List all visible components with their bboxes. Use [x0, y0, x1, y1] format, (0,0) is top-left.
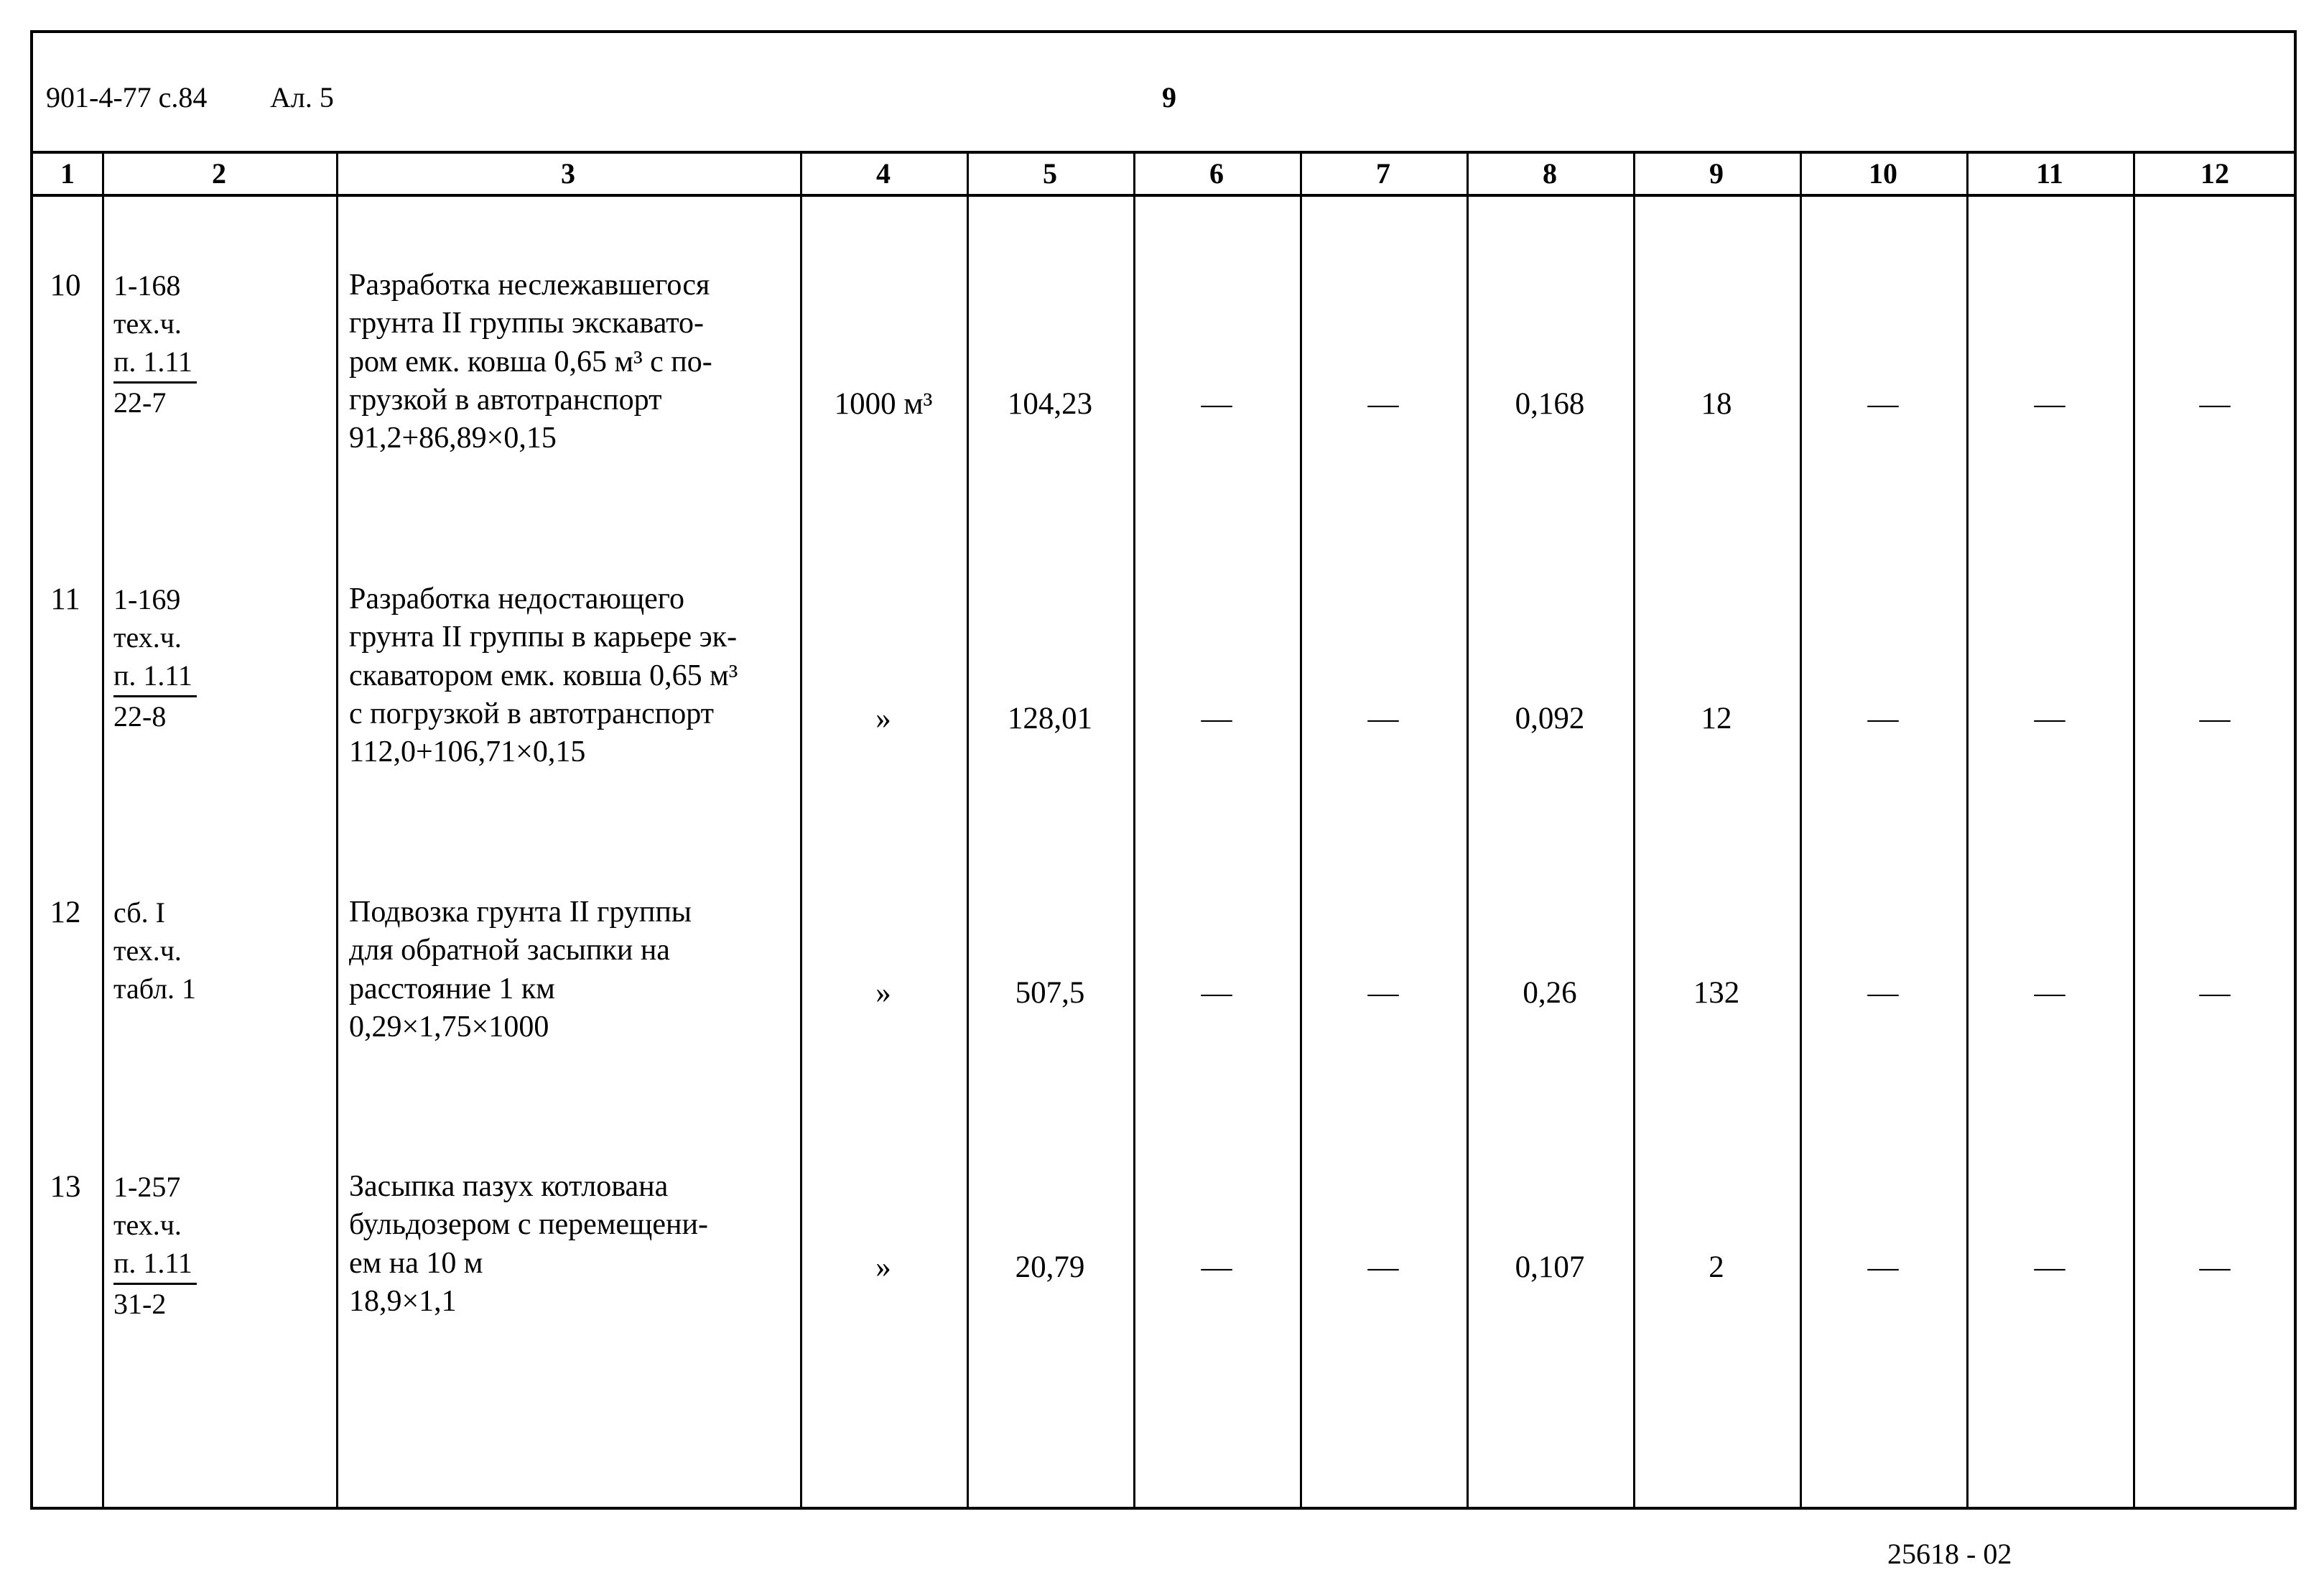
desc-line: ром емк. ковша 0,65 м³ с по-: [349, 345, 712, 378]
value-cell-5: 20,79: [1015, 1250, 1085, 1284]
value-cell-10: —: [1867, 1250, 1899, 1284]
ref-line: 31-2: [113, 1287, 167, 1320]
norm-reference: [113, 893, 196, 1008]
row-number: 11: [50, 582, 80, 616]
footer-code: 25618 - 02: [1887, 1538, 2012, 1570]
desc-line: Засыпка пазух котлована: [349, 1170, 669, 1203]
column-number-8: 8: [1543, 157, 1557, 190]
value-cell-9: 12: [1701, 702, 1732, 735]
value-cell-10: —: [1867, 702, 1899, 735]
value-cell-11: —: [2034, 1250, 2065, 1284]
column-divider: [967, 154, 969, 1507]
desc-line: грунта II группы в карьере эк-: [349, 621, 738, 654]
column-number-12: 12: [2200, 157, 2229, 190]
value-cell-10: —: [1867, 387, 1899, 421]
norm-reference: [113, 1168, 197, 1323]
desc-line: 18,9×1,1: [349, 1284, 457, 1318]
column-number-3: 3: [561, 157, 575, 190]
column-number-2: 2: [212, 157, 226, 190]
desc-line: 0,29×1,75×1000: [349, 1010, 549, 1044]
row-number: 13: [50, 1170, 81, 1204]
column-divider: [1800, 154, 1802, 1507]
value-cell-8: 0,26: [1523, 976, 1577, 1010]
unit-cell: »: [875, 976, 891, 1010]
column-divider: [1966, 154, 1969, 1507]
value-cell-8: 0,168: [1515, 387, 1585, 421]
desc-line: для обратной засыпки на: [349, 934, 670, 967]
desc-line: 112,0+106,71×0,15: [349, 735, 586, 769]
norm-reference: [113, 266, 197, 422]
ref-line: 22-7: [113, 386, 167, 419]
desc-line: грузкой в автотранспорт: [349, 383, 662, 417]
ref-line: сб. I: [113, 896, 165, 929]
ref-line: тех.ч.: [113, 621, 182, 654]
ref-line: п. 1.11: [113, 656, 197, 697]
ref-line: тех.ч.: [113, 1209, 182, 1242]
value-cell-11: —: [2034, 387, 2065, 421]
ref-line: п. 1.11: [113, 343, 197, 383]
value-cell-7: —: [1367, 702, 1399, 735]
column-number-6: 6: [1209, 157, 1224, 190]
column-number-5: 5: [1043, 157, 1057, 190]
value-cell-6: —: [1201, 702, 1232, 735]
column-number-row: [33, 154, 2294, 197]
column-divider: [1300, 154, 1302, 1507]
ref-line: 1-168: [113, 269, 181, 302]
value-cell-5: 104,23: [1007, 387, 1093, 421]
column-number-11: 11: [2036, 157, 2063, 190]
page-number: 9: [1162, 81, 1176, 113]
value-cell-5: 507,5: [1015, 976, 1085, 1010]
norm-reference: [113, 580, 197, 735]
work-description: [349, 580, 803, 772]
value-cell-12: —: [2199, 387, 2231, 421]
value-cell-8: 0,092: [1515, 702, 1585, 735]
ref-line: тех.ч.: [113, 934, 182, 967]
column-divider: [1633, 154, 1635, 1507]
desc-line: 91,2+86,89×0,15: [349, 422, 557, 455]
value-cell-12: —: [2199, 976, 2231, 1010]
work-description: [349, 266, 803, 458]
row-number: 10: [50, 269, 81, 302]
desc-line: Разработка неслежавшегося: [349, 269, 710, 302]
value-cell-9: 18: [1701, 387, 1732, 421]
sheet-label: Ал. 5: [270, 81, 334, 113]
column-number-1: 1: [60, 157, 75, 190]
desc-line: бульдозером с перемещени-: [349, 1208, 708, 1242]
desc-line: Подвозка грунта II группы: [349, 896, 692, 929]
value-cell-10: —: [1867, 976, 1899, 1010]
column-divider: [2133, 154, 2135, 1507]
value-cell-7: —: [1367, 1250, 1399, 1284]
header-band: [33, 33, 2294, 154]
column-divider: [1133, 154, 1135, 1507]
desc-line: Разработка недостающего: [349, 582, 684, 616]
desc-line: с погрузкой в автотранспорт: [349, 697, 715, 730]
document-table-frame: [30, 30, 2297, 1510]
value-cell-8: 0,107: [1515, 1250, 1585, 1284]
work-description: [349, 893, 803, 1046]
column-divider: [102, 154, 104, 1507]
value-cell-6: —: [1201, 976, 1232, 1010]
desc-line: расстояние 1 км: [349, 972, 555, 1005]
column-divider: [1467, 154, 1469, 1507]
value-cell-11: —: [2034, 702, 2065, 735]
column-number-7: 7: [1376, 157, 1390, 190]
column-number-10: 10: [1869, 157, 1897, 190]
ref-line: п. 1.11: [113, 1244, 197, 1284]
unit-cell: 1000 м³: [834, 387, 933, 421]
value-cell-12: —: [2199, 702, 2231, 735]
ref-line: тех.ч.: [113, 307, 182, 340]
column-divider: [336, 154, 338, 1507]
value-cell-7: —: [1367, 976, 1399, 1010]
row-number: 12: [50, 896, 81, 929]
value-cell-7: —: [1367, 387, 1399, 421]
value-cell-11: —: [2034, 976, 2065, 1010]
doc-code: 901-4-77 с.84: [46, 81, 208, 113]
value-cell-9: 132: [1693, 976, 1740, 1010]
value-cell-9: 2: [1709, 1250, 1724, 1284]
unit-cell: »: [875, 1250, 891, 1284]
ref-line: табл. 1: [113, 972, 197, 1005]
value-cell-6: —: [1201, 1250, 1232, 1284]
value-cell-6: —: [1201, 387, 1232, 421]
ref-line: 1-257: [113, 1171, 181, 1203]
unit-cell: »: [875, 702, 891, 735]
value-cell-12: —: [2199, 1250, 2231, 1284]
column-number-4: 4: [876, 157, 891, 190]
ref-line: 1-169: [113, 583, 181, 616]
column-number-9: 9: [1709, 157, 1724, 190]
ref-line: 22-8: [113, 700, 167, 733]
value-cell-5: 128,01: [1007, 702, 1093, 735]
work-description: [349, 1168, 803, 1321]
desc-line: скаватором емк. ковша 0,65 м³: [349, 659, 738, 692]
desc-line: ем на 10 м: [349, 1246, 483, 1280]
desc-line: грунта II группы экскавато-: [349, 307, 705, 340]
